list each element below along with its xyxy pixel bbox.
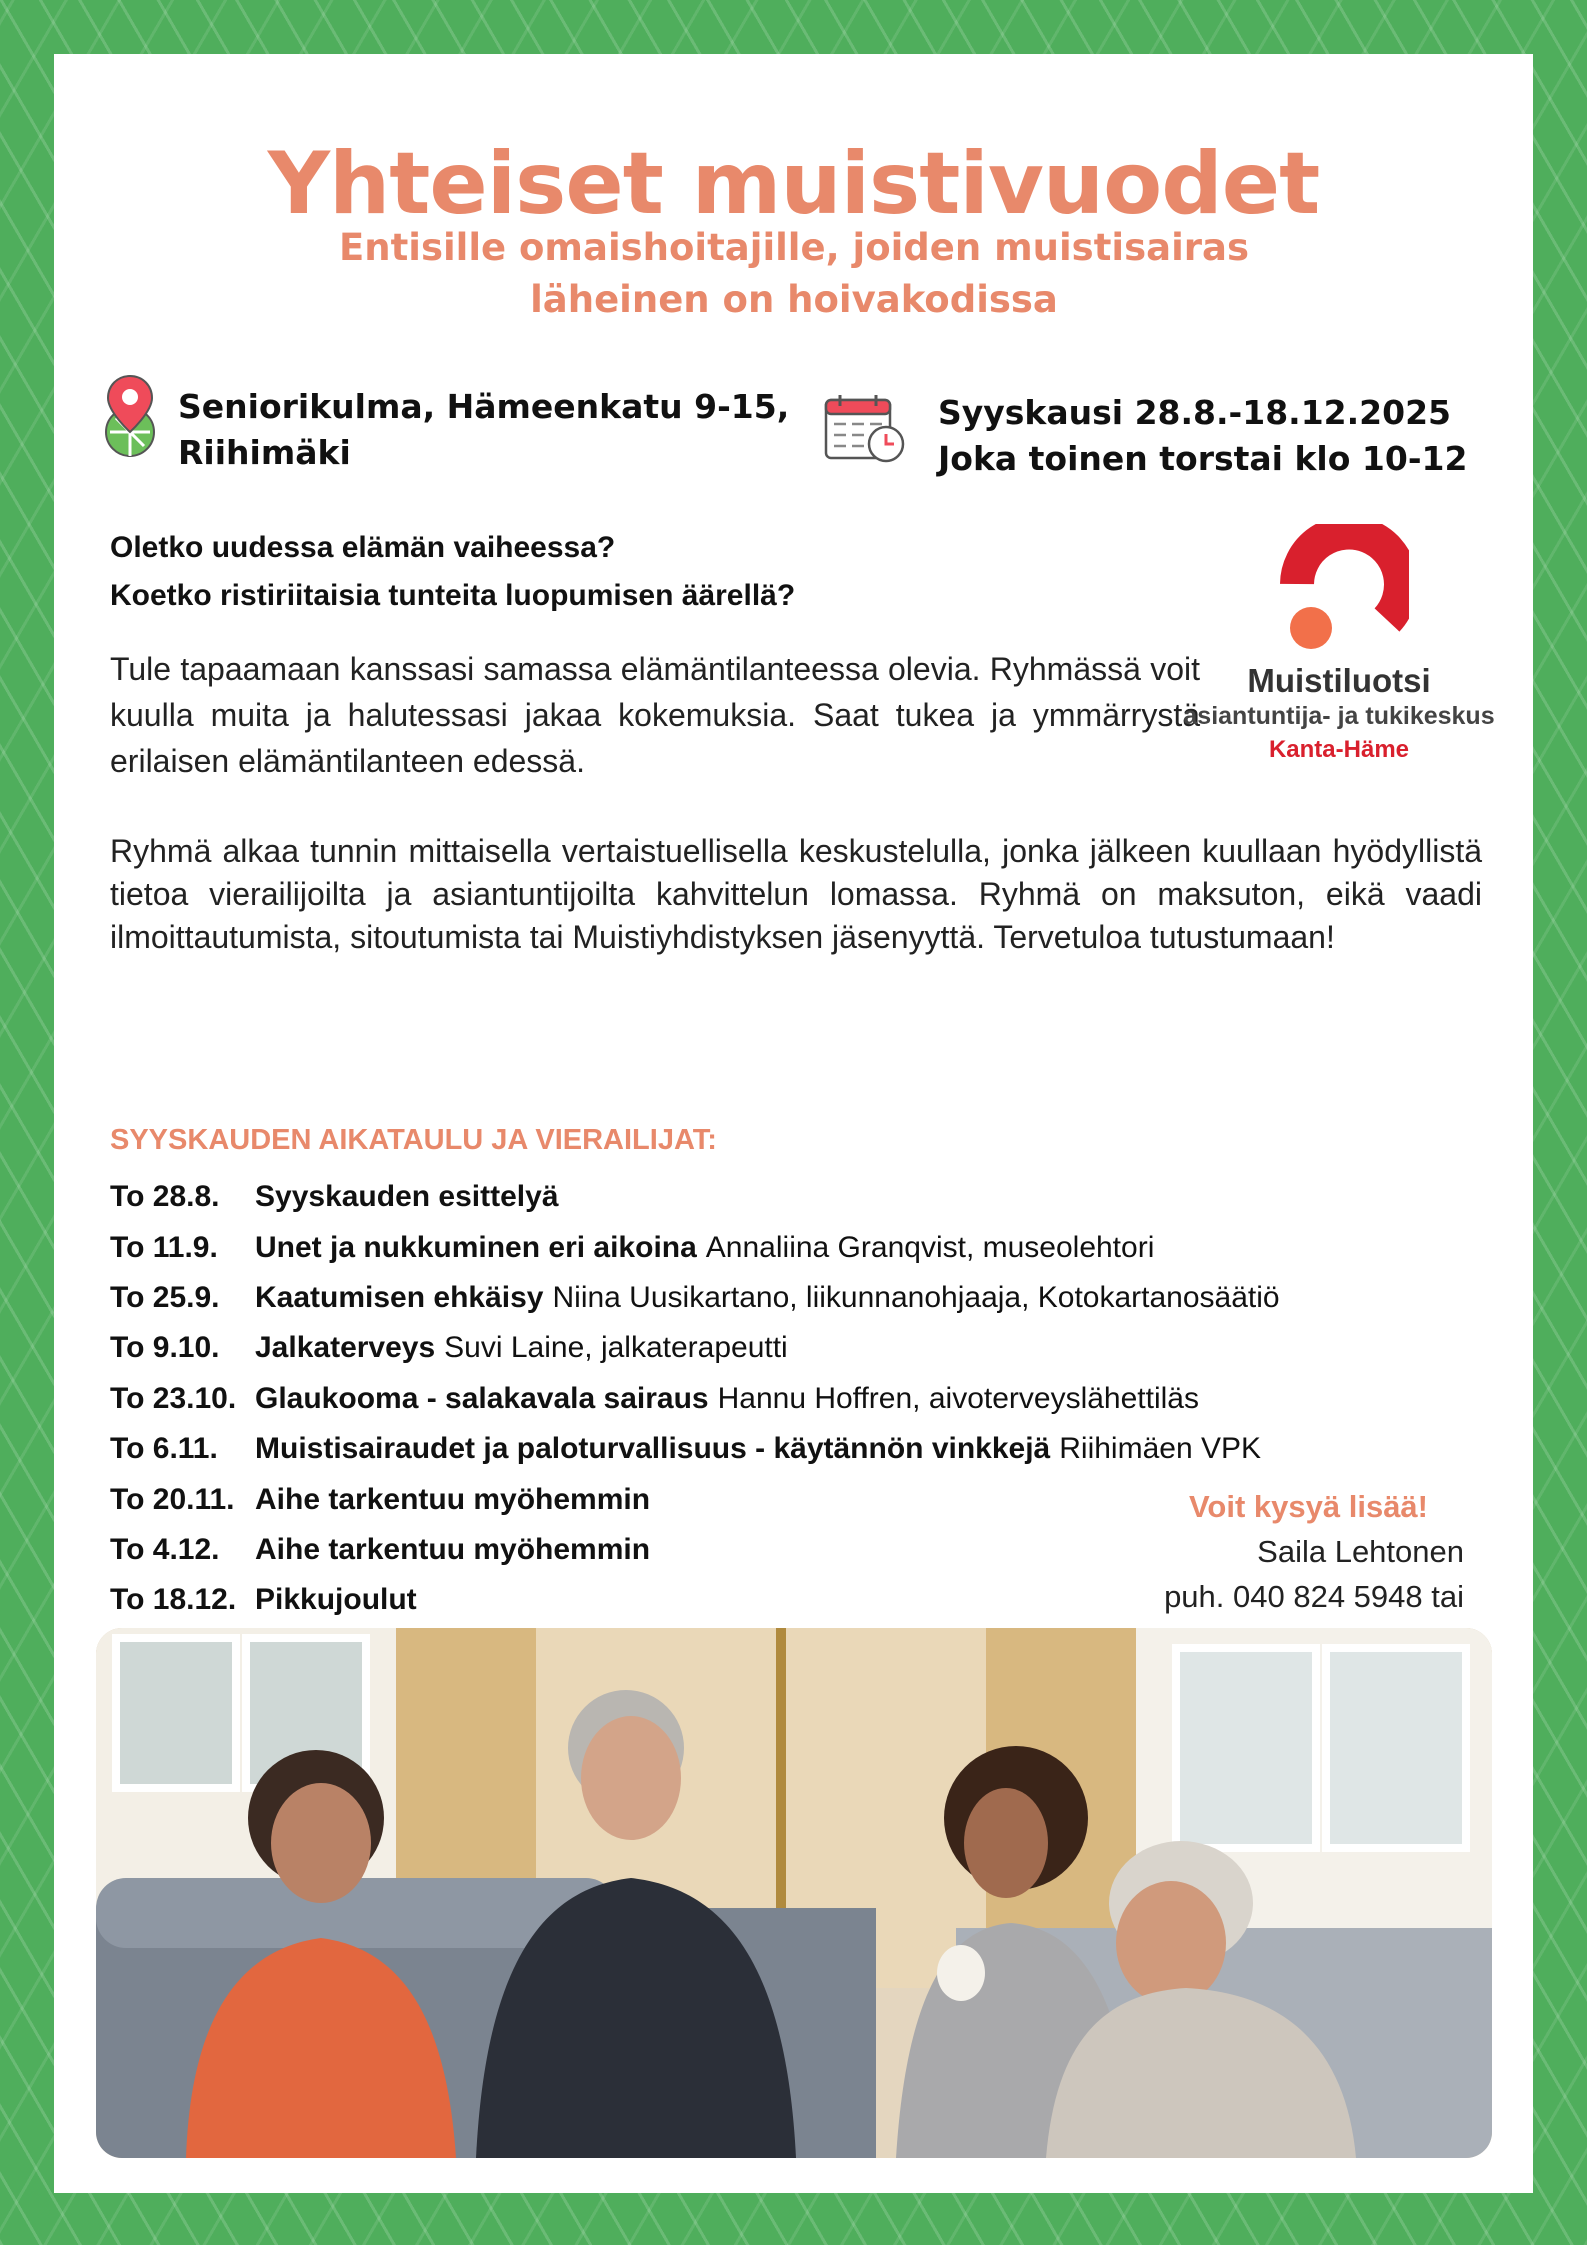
schedule-guest: Annaliina Granqvist, museolehtori <box>705 1230 1155 1264</box>
schedule-topic: Pikkujoulut <box>255 1583 417 1617</box>
location-line-1: Seniorikulma, Hämeenkatu 9-15, <box>178 387 790 426</box>
dates-line-2: Joka toinen torstai klo 10-12 <box>938 439 1468 478</box>
question-2: Koetko ristiriitaisia tunteita luopumisen äärellä? <box>110 579 796 612</box>
subtitle-line-1: Entisille omaishoitajille, joiden muistisairas <box>338 226 1249 269</box>
intro-questions <box>110 524 1010 620</box>
schedule-date: To 6.11. <box>110 1432 218 1466</box>
schedule-topic: Unet ja nukkuminen eri aikoina <box>255 1230 697 1264</box>
schedule-topic: Jalkaterveys <box>255 1331 436 1365</box>
dates-line-1: Syyskausi 28.8.-18.12.2025 <box>938 393 1451 432</box>
schedule-guest: Niina Uusikartano, liikunnanohjaaja, Kotokartanosäätiö <box>552 1280 1280 1314</box>
schedule-topic: Aihe tarkentuu myöhemmin <box>255 1482 651 1516</box>
schedule-row <box>110 1374 1430 1424</box>
contact-heading: Voit kysyä lisää! <box>1189 1489 1428 1524</box>
schedule-topic: Glaukooma - salakavala sairaus <box>255 1381 709 1415</box>
schedule-date: To 4.12. <box>110 1532 220 1566</box>
contact-name: Saila Lehtonen <box>1257 1534 1464 1569</box>
dates-info <box>938 390 1518 482</box>
schedule-topic: Syyskauden esittelyä <box>255 1180 559 1214</box>
schedule-row <box>110 1222 1430 1272</box>
calendar-clock-icon <box>824 394 908 466</box>
schedule-topic: Kaatumisen ehkäisy <box>255 1280 544 1314</box>
schedule-row <box>110 1273 1430 1323</box>
schedule-guest: Suvi Laine, jalkaterapeutti <box>444 1331 788 1365</box>
schedule-topic: Muistisairaudet ja paloturvallisuus - käytännön vinkkejä <box>255 1432 1051 1466</box>
map-pin-icon <box>100 374 160 458</box>
contact-phone: puh. 040 824 5948 tai <box>1164 1579 1464 1614</box>
location-line-2: Riihimäki <box>178 433 351 472</box>
photo-illustration <box>96 1628 1492 2158</box>
schedule-date: To 20.11. <box>110 1482 235 1516</box>
question-1: Oletko uudessa elämän vaiheessa? <box>110 531 616 564</box>
location-info <box>178 384 858 476</box>
schedule-date: To 28.8. <box>110 1180 220 1214</box>
group-discussion-photo <box>96 1628 1492 2158</box>
schedule-heading: SYYSKAUDEN AIKATAULU JA VIERAILIJAT: <box>110 1124 717 1156</box>
logo-tagline: asiantuntija- ja tukikeskus <box>1183 702 1495 730</box>
subtitle-line-2: läheinen on hoivakodissa <box>530 278 1058 321</box>
schedule-date: To 18.12. <box>110 1583 237 1617</box>
schedule-date: To 25.9. <box>110 1280 220 1314</box>
schedule-date: To 11.9. <box>110 1230 218 1264</box>
schedule-guest: Hannu Hoffren, aivoterveyslähettiläs <box>717 1381 1199 1415</box>
schedule-guest: Riihimäen VPK <box>1059 1432 1261 1466</box>
logo-region: Kanta-Häme <box>1268 736 1410 763</box>
flyer-title: Yhteiset muistivuodet <box>267 134 1320 234</box>
schedule-topic: Aihe tarkentuu myöhemmin <box>255 1532 651 1566</box>
schedule-date: To 23.10. <box>110 1381 237 1415</box>
intro-paragraph-1: Tule tapaamaan kanssasi samassa elämäntilanteessa olevia. Ryhmässä voit kuulla muita ja halutessasi jakaa kokemuksia. Saat tukea ja ymmärrystä erilaisen elämäntilanteen edessä. <box>110 651 1200 779</box>
muistiluotsi-logo <box>1164 524 1514 774</box>
flyer-panel <box>54 54 1533 2193</box>
schedule-row <box>110 1424 1430 1474</box>
schedule-row <box>110 1172 1430 1222</box>
schedule-row <box>110 1323 1430 1373</box>
logo-name: Muistiluotsi <box>1247 662 1431 699</box>
intro-paragraph-2: Ryhmä alkaa tunnin mittaisella vertaistuellisella keskustelulla, jonka jälkeen kuullaan hyödyllistä tietoa vierailijoilta ja asiantuntijoilta kahvittelun lomassa. Ryhmä on maksuton, eikä vaadi ilmoittautumista, sitoutumista tai Muistiyhdistyksen jäsenyyttä. Tervetuloa tutustumaan! <box>110 833 1482 955</box>
schedule-date: To 9.10. <box>110 1331 220 1365</box>
logo-mark-icon <box>1269 524 1409 654</box>
flyer-subtitle <box>174 222 1414 326</box>
